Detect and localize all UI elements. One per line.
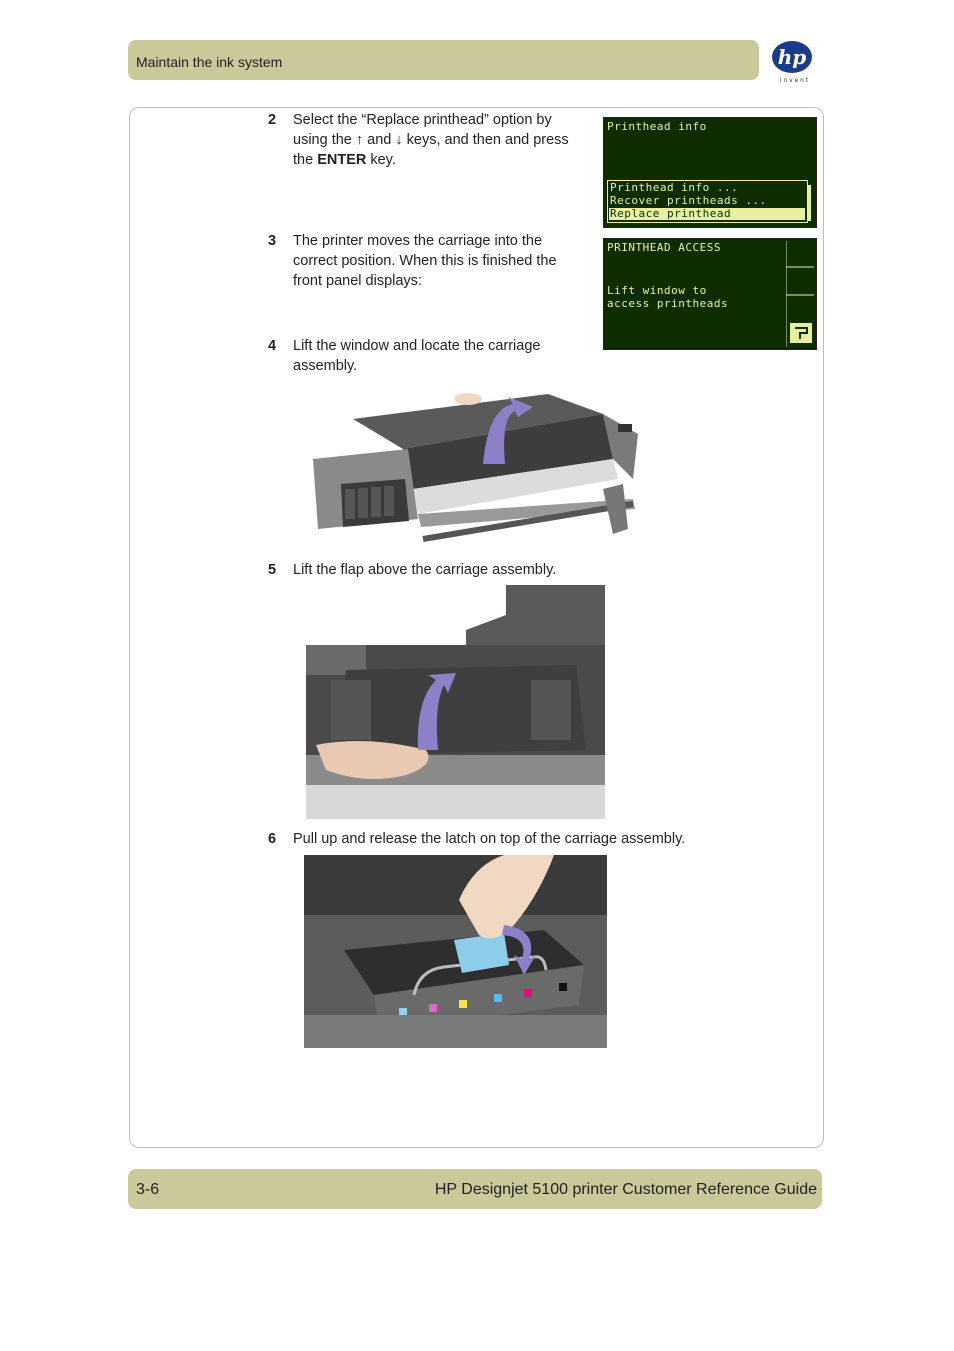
hp-logo <box>768 38 820 86</box>
step-line: Lift the window and locate the carriage <box>293 338 541 354</box>
lcd-title: Printhead info <box>607 120 707 133</box>
front-panel-menu-display <box>603 117 817 228</box>
lcd-softkey-markers <box>786 239 816 349</box>
step-line: The printer moves the carriage into the <box>293 233 543 249</box>
step-line: front panel displays: <box>293 273 422 289</box>
svg-text:hp: hp <box>777 45 807 69</box>
lcd-message-line: Lift window to <box>607 284 707 297</box>
lift-flap-illustration <box>306 585 605 819</box>
step-line: assembly. <box>293 358 358 374</box>
lcd-message-line: access printheads <box>607 297 729 310</box>
step-number: 2 <box>268 112 277 128</box>
step-line: Lift the flap above the carriage assembly. <box>293 562 557 578</box>
printer-open-window-illustration <box>313 389 643 547</box>
footer-bar <box>128 1169 822 1209</box>
step-line: Pull up and release the latch on top of the carriage assembly. <box>293 831 686 847</box>
step-line: the ENTER key. <box>293 152 396 168</box>
lcd-menu-item: Printhead info ... <box>610 181 739 194</box>
step-number: 3 <box>268 233 277 249</box>
enter-key-label: ENTER <box>317 152 367 168</box>
step-line: correct position. When this is finished the <box>293 253 557 269</box>
guide-title: HP Designjet 5100 printer Customer Reference Guide <box>434 1181 817 1198</box>
release-latch-illustration <box>304 855 607 1048</box>
lcd-menu-item: Recover printheads ... <box>610 194 767 207</box>
step-number: 4 <box>268 338 277 354</box>
front-panel-access-display <box>603 238 817 350</box>
step-line: Select the “Replace printhead” option by <box>293 112 552 128</box>
header-bar <box>128 40 759 80</box>
step-line: using the ↑ and ↓ keys, and then and press <box>293 132 569 148</box>
lcd-title: PRINTHEAD ACCESS <box>607 241 721 254</box>
svg-text:i n v e n t: i n v e n t <box>779 77 809 84</box>
section-title: Maintain the ink system <box>136 54 283 70</box>
page-number: 3-6 <box>136 1181 160 1198</box>
lcd-scrollbar <box>807 185 811 221</box>
lcd-menu-item-selected: Replace printhead <box>610 207 732 220</box>
step-number: 5 <box>268 562 277 578</box>
step-number: 6 <box>268 831 277 847</box>
